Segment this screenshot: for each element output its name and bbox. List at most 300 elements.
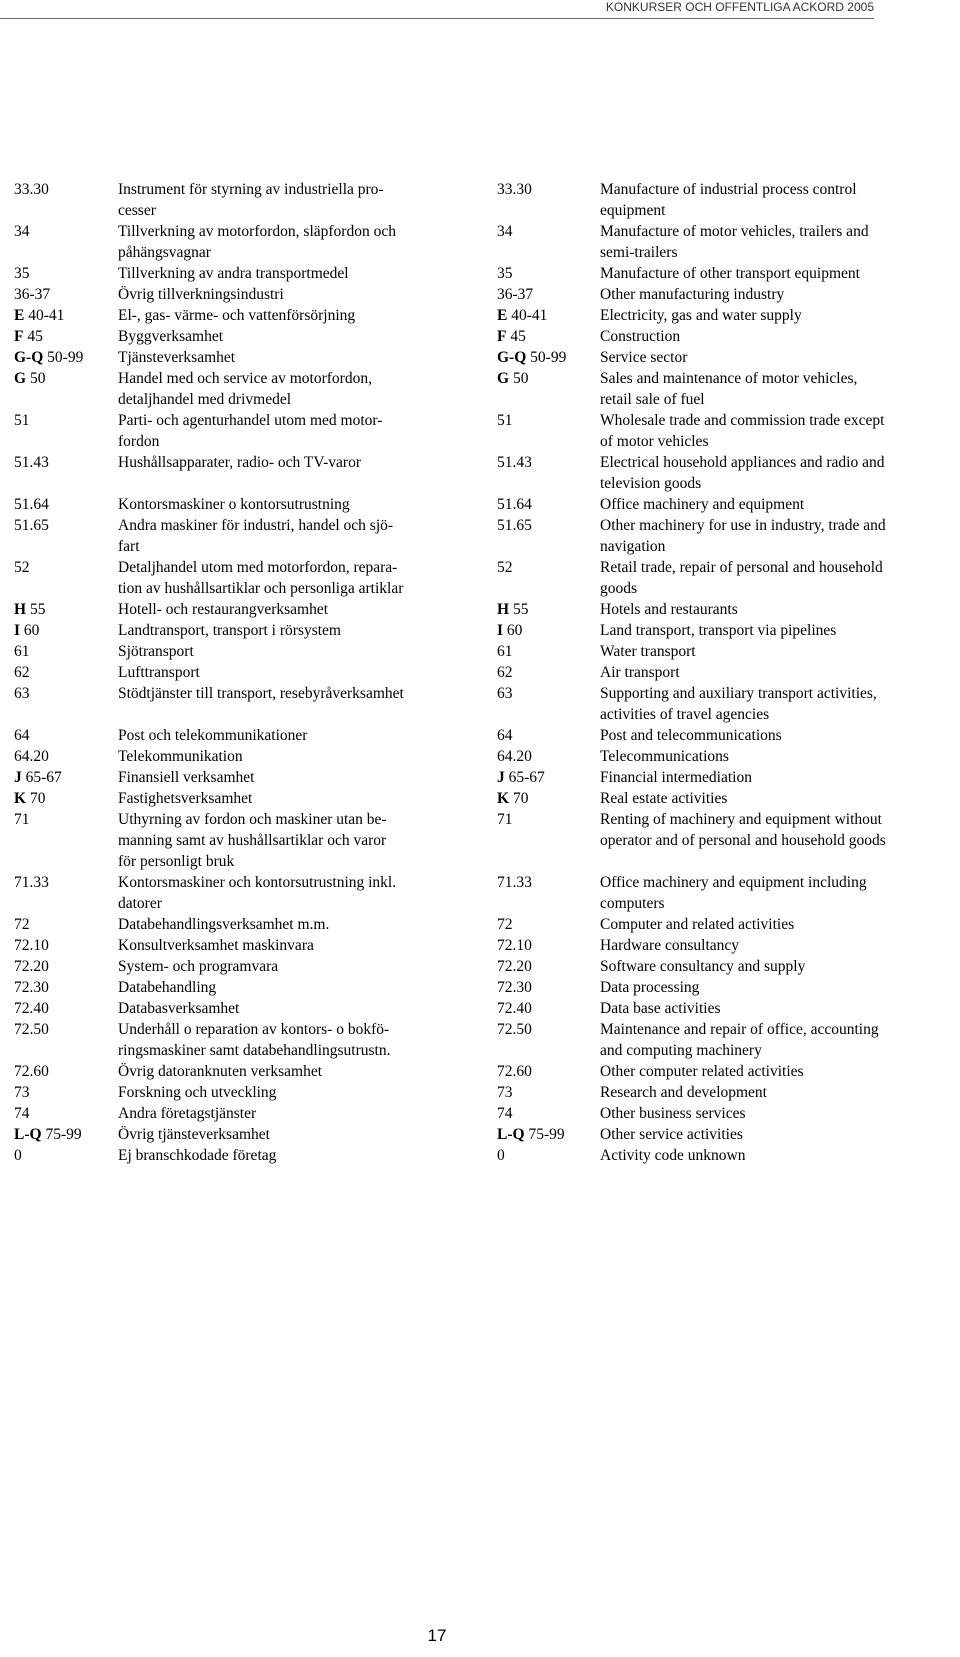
code-row xyxy=(497,788,957,809)
code-number: 35 xyxy=(497,265,513,282)
code-row xyxy=(497,704,957,725)
code-number: 51.43 xyxy=(14,454,49,471)
code-row xyxy=(14,1019,474,1040)
code-number: 64 xyxy=(497,727,513,744)
activity-description: Office machinery and equipment including xyxy=(600,874,867,891)
activity-code xyxy=(14,998,118,1019)
activity-description: Post och telekommunikationer xyxy=(118,727,308,744)
activity-code xyxy=(14,704,118,725)
activity-code xyxy=(497,410,600,431)
code-row xyxy=(497,284,957,305)
activity-code xyxy=(14,536,118,557)
code-row xyxy=(497,536,957,557)
activity-code xyxy=(14,1019,118,1040)
code-row xyxy=(497,578,957,599)
activity-description: Telekommunikation xyxy=(118,748,243,765)
activity-description: Air transport xyxy=(600,664,680,681)
code-row xyxy=(14,788,474,809)
activity-description: retail sale of fuel xyxy=(600,391,705,408)
english-activity-code-list xyxy=(497,179,957,1166)
code-row xyxy=(497,641,957,662)
activity-code xyxy=(14,641,118,662)
code-number: 34 xyxy=(14,223,30,240)
code-number: 51.65 xyxy=(497,517,532,534)
activity-code xyxy=(14,221,118,242)
code-number: 65-67 xyxy=(504,769,545,786)
section-letter: F xyxy=(14,328,24,345)
code-row xyxy=(14,1103,474,1124)
code-row xyxy=(14,851,474,872)
activity-code xyxy=(497,872,600,893)
section-letter: J xyxy=(14,769,22,786)
activity-description: Post and telecommunications xyxy=(600,727,782,744)
code-row xyxy=(14,452,474,473)
activity-description: Data base activities xyxy=(600,1000,721,1017)
section-letter: L-Q xyxy=(497,1126,525,1143)
activity-code xyxy=(497,536,600,557)
code-number: 72.30 xyxy=(14,979,49,996)
activity-code xyxy=(497,200,600,221)
activity-description: Andra företagstjänster xyxy=(118,1105,257,1122)
running-header xyxy=(0,0,874,19)
code-row xyxy=(497,263,957,284)
code-row xyxy=(497,179,957,200)
code-number: 61 xyxy=(14,643,30,660)
code-row xyxy=(497,305,957,326)
activity-code xyxy=(14,725,118,746)
code-row xyxy=(14,1082,474,1103)
activity-code xyxy=(14,914,118,935)
activity-code xyxy=(497,305,600,326)
activity-code xyxy=(14,1040,118,1061)
activity-code xyxy=(14,200,118,221)
activity-code xyxy=(14,830,118,851)
activity-description: Data processing xyxy=(600,979,700,996)
activity-code xyxy=(497,431,600,452)
activity-description: Telecommunications xyxy=(600,748,729,765)
code-row xyxy=(14,347,474,368)
code-row xyxy=(497,620,957,641)
activity-code xyxy=(497,704,600,725)
code-row xyxy=(497,326,957,347)
activity-description: fart xyxy=(118,538,140,555)
code-number: 75-99 xyxy=(41,1126,82,1143)
code-number: 64.20 xyxy=(14,748,49,765)
activity-code xyxy=(497,389,600,410)
code-number: 72.20 xyxy=(497,958,532,975)
code-row xyxy=(497,998,957,1019)
activity-description: Manufacture of industrial process control xyxy=(600,181,857,198)
activity-description: Ej branschkodade företag xyxy=(118,1147,277,1164)
activity-code xyxy=(497,1082,600,1103)
code-row xyxy=(497,515,957,536)
activity-code xyxy=(497,809,600,830)
activity-description: goods xyxy=(600,580,638,597)
code-row xyxy=(497,977,957,998)
code-row xyxy=(14,473,474,494)
activity-code xyxy=(14,473,118,494)
code-number: 50-99 xyxy=(43,349,84,366)
swedish-activity-code-list xyxy=(14,179,474,1166)
activity-code xyxy=(497,242,600,263)
activity-description: Hotell- och restaurangverksamhet xyxy=(118,601,329,618)
code-number: 0 xyxy=(14,1147,22,1164)
code-number: 73 xyxy=(497,1084,513,1101)
code-number: 72 xyxy=(14,916,30,933)
code-row xyxy=(14,641,474,662)
code-row xyxy=(497,242,957,263)
code-number: 35 xyxy=(14,265,30,282)
activity-description: Tjänsteverksamhet xyxy=(118,349,236,366)
activity-description: Renting of machinery and equipment without xyxy=(600,811,882,828)
code-number: 50 xyxy=(509,370,529,387)
activity-description: Databasverksamhet xyxy=(118,1000,240,1017)
activity-code xyxy=(14,1061,118,1082)
code-row xyxy=(14,494,474,515)
activity-description: operator and of personal and household goods xyxy=(600,832,886,849)
activity-description: Real estate activities xyxy=(600,790,728,807)
activity-description: datorer xyxy=(118,895,162,912)
activity-description: television goods xyxy=(600,475,702,492)
code-number: 71 xyxy=(14,811,30,828)
code-row xyxy=(497,1040,957,1061)
code-row xyxy=(497,935,957,956)
code-number: 72.30 xyxy=(497,979,532,996)
code-row xyxy=(14,410,474,431)
code-row xyxy=(497,767,957,788)
code-number: 70 xyxy=(509,790,529,807)
section-letter: L-Q xyxy=(14,1126,42,1143)
activity-code xyxy=(497,683,600,704)
activity-description: Stödtjänster till transport, resebyråverksamhet xyxy=(118,685,404,702)
activity-code xyxy=(497,830,600,851)
activity-description: Electrical household appliances and radio and xyxy=(600,454,885,471)
activity-description: computers xyxy=(600,895,665,912)
section-letter: G-Q xyxy=(14,349,44,366)
section-letter: E xyxy=(497,307,508,324)
activity-description: Kontorsmaskiner och kontorsutrustning inkl. xyxy=(118,874,397,891)
code-row xyxy=(14,935,474,956)
code-row xyxy=(14,746,474,767)
activity-code xyxy=(14,578,118,599)
activity-code xyxy=(14,263,118,284)
code-number: 51 xyxy=(14,412,30,429)
running-header-title: KONKURSER OCH OFFENTLIGA ACKORD 2005 xyxy=(605,0,874,14)
code-number: 73 xyxy=(14,1084,30,1101)
section-letter: E xyxy=(14,307,25,324)
code-row xyxy=(14,599,474,620)
activity-description: Software consultancy and supply xyxy=(600,958,806,975)
activity-code xyxy=(14,557,118,578)
activity-code xyxy=(497,473,600,494)
code-row xyxy=(14,221,474,242)
code-number: 72.60 xyxy=(497,1063,532,1080)
code-number: 72.10 xyxy=(14,937,49,954)
activity-code xyxy=(14,284,118,305)
code-number: 63 xyxy=(14,685,30,702)
code-number: 50-99 xyxy=(526,349,567,366)
code-row xyxy=(497,389,957,410)
section-letter: H xyxy=(14,601,27,618)
activity-code xyxy=(497,1019,600,1040)
activity-code xyxy=(497,557,600,578)
code-number: 51.64 xyxy=(14,496,49,513)
activity-code xyxy=(14,1145,118,1166)
activity-description xyxy=(600,851,957,872)
code-number: 72.60 xyxy=(14,1063,49,1080)
section-letter: G xyxy=(497,370,510,387)
activity-description: Supporting and auxiliary transport activities, xyxy=(600,685,877,702)
code-number: 62 xyxy=(497,664,513,681)
activity-code xyxy=(14,326,118,347)
section-letter: I xyxy=(497,622,504,639)
activity-code xyxy=(14,935,118,956)
activity-code xyxy=(497,977,600,998)
activity-description: Byggverksamhet xyxy=(118,328,224,345)
activity-description: Övrig datoranknuten verksamhet xyxy=(118,1063,323,1080)
activity-code xyxy=(497,851,600,872)
activity-description: Service sector xyxy=(600,349,688,366)
activity-description: Uthyrning av fordon och maskiner utan be- xyxy=(118,811,387,828)
code-row xyxy=(497,494,957,515)
section-letter: J xyxy=(497,769,505,786)
code-row xyxy=(14,179,474,200)
code-row xyxy=(14,305,474,326)
code-row xyxy=(497,410,957,431)
code-number: 55 xyxy=(26,601,46,618)
activity-description: Andra maskiner för industri, handel och sjö- xyxy=(118,517,394,534)
code-number: 40-41 xyxy=(24,307,65,324)
code-row xyxy=(497,1061,957,1082)
activity-code xyxy=(497,1040,600,1061)
activity-code xyxy=(497,599,600,620)
code-row xyxy=(14,326,474,347)
code-row xyxy=(497,599,957,620)
code-number: 71 xyxy=(497,811,513,828)
activity-code xyxy=(497,935,600,956)
code-row xyxy=(14,1040,474,1061)
activity-description: cesser xyxy=(118,202,156,219)
activity-code xyxy=(497,998,600,1019)
code-row xyxy=(497,725,957,746)
code-number: 45 xyxy=(23,328,43,345)
activity-description: Activity code unknown xyxy=(600,1147,746,1164)
activity-code xyxy=(497,179,600,200)
code-number: 51.43 xyxy=(497,454,532,471)
activity-description: Other computer related activities xyxy=(600,1063,804,1080)
activity-code xyxy=(497,284,600,305)
code-row xyxy=(14,977,474,998)
activity-code xyxy=(14,956,118,977)
code-number: 75-99 xyxy=(524,1126,565,1143)
activity-description: Forskning och utveckling xyxy=(118,1084,277,1101)
code-row xyxy=(497,200,957,221)
activity-code xyxy=(14,515,118,536)
code-number: 36-37 xyxy=(497,286,534,303)
activity-code xyxy=(497,1061,600,1082)
activity-description: Other manufacturing industry xyxy=(600,286,785,303)
code-number: 51 xyxy=(497,412,513,429)
code-row xyxy=(497,431,957,452)
code-row xyxy=(14,830,474,851)
activity-code xyxy=(497,914,600,935)
code-number: 52 xyxy=(497,559,513,576)
activity-code xyxy=(497,767,600,788)
activity-description: Wholesale trade and commission trade except xyxy=(600,412,885,429)
code-number: 60 xyxy=(503,622,523,639)
code-row xyxy=(497,809,957,830)
code-row xyxy=(14,284,474,305)
code-number: 71.33 xyxy=(14,874,49,891)
activity-description: Instrument för styrning av industriella pro- xyxy=(118,181,384,198)
activity-description: Konsultverksamhet maskinvara xyxy=(118,937,314,954)
code-row xyxy=(497,1103,957,1124)
activity-description: Office machinery and equipment xyxy=(600,496,805,513)
code-row xyxy=(497,557,957,578)
activity-description: activities of travel agencies xyxy=(600,706,770,723)
code-number: 50 xyxy=(26,370,46,387)
activity-code xyxy=(497,620,600,641)
code-number: 62 xyxy=(14,664,30,681)
activity-description: för personligt bruk xyxy=(118,853,235,870)
code-number: 74 xyxy=(497,1105,513,1122)
code-row xyxy=(497,221,957,242)
activity-description: Parti- och agenturhandel utom med motor- xyxy=(118,412,383,429)
code-number: 74 xyxy=(14,1105,30,1122)
activity-code xyxy=(497,893,600,914)
code-row xyxy=(497,1082,957,1103)
code-number: 72.50 xyxy=(497,1021,532,1038)
activity-code xyxy=(497,1124,600,1145)
activity-code xyxy=(497,326,600,347)
activity-code xyxy=(497,788,600,809)
code-number: 34 xyxy=(497,223,513,240)
code-row xyxy=(14,389,474,410)
activity-description: and computing machinery xyxy=(600,1042,762,1059)
code-row xyxy=(497,872,957,893)
activity-description: Tillverkning av andra transportmedel xyxy=(118,265,349,282)
code-row xyxy=(14,725,474,746)
code-row xyxy=(14,1061,474,1082)
activity-code xyxy=(497,956,600,977)
activity-description: Övrig tillverkningsindustri xyxy=(118,286,284,303)
code-number: 61 xyxy=(497,643,513,660)
activity-description: Finansiell verksamhet xyxy=(118,769,255,786)
code-row xyxy=(14,998,474,1019)
code-row xyxy=(14,683,474,704)
activity-description: fordon xyxy=(118,433,160,450)
activity-description: Research and development xyxy=(600,1084,767,1101)
code-row xyxy=(14,578,474,599)
activity-description: Underhåll o reparation av kontors- o bokfö- xyxy=(118,1021,390,1038)
section-letter: G xyxy=(14,370,27,387)
code-row xyxy=(14,431,474,452)
activity-description: tion av hushållsartiklar och personliga artiklar xyxy=(118,580,404,597)
code-row xyxy=(497,683,957,704)
activity-description: Tillverkning av motorfordon, släpfordon och xyxy=(118,223,396,240)
activity-code xyxy=(14,179,118,200)
activity-code xyxy=(497,725,600,746)
activity-description: equipment xyxy=(600,202,666,219)
code-number: 55 xyxy=(509,601,529,618)
code-number: 36-37 xyxy=(14,286,51,303)
activity-code xyxy=(497,578,600,599)
code-number: 64 xyxy=(14,727,30,744)
activity-code xyxy=(497,1145,600,1166)
code-number: 71.33 xyxy=(497,874,532,891)
activity-code xyxy=(14,1124,118,1145)
activity-code xyxy=(14,389,118,410)
code-row xyxy=(497,1145,957,1166)
code-number: 72.20 xyxy=(14,958,49,975)
code-number: 72.10 xyxy=(497,937,532,954)
activity-description: påhängsvagnar xyxy=(118,244,211,261)
activity-code xyxy=(14,809,118,830)
code-row xyxy=(497,746,957,767)
activity-description: Manufacture of other transport equipment xyxy=(600,265,860,282)
activity-code xyxy=(497,746,600,767)
activity-description: Lufttransport xyxy=(118,664,200,681)
section-letter: F xyxy=(497,328,507,345)
activity-code xyxy=(497,452,600,473)
code-row xyxy=(497,1124,957,1145)
code-number: 70 xyxy=(26,790,46,807)
activity-code xyxy=(14,746,118,767)
code-row xyxy=(497,452,957,473)
code-number: 51.65 xyxy=(14,517,49,534)
code-row xyxy=(14,914,474,935)
activity-code xyxy=(14,662,118,683)
activity-description: Sales and maintenance of motor vehicles, xyxy=(600,370,858,387)
activity-code xyxy=(14,872,118,893)
code-row xyxy=(14,200,474,221)
activity-code xyxy=(497,221,600,242)
activity-description: Landtransport, transport i rörsystem xyxy=(118,622,341,639)
activity-code xyxy=(497,347,600,368)
page-number: 17 xyxy=(427,1626,447,1645)
code-row xyxy=(14,809,474,830)
activity-code xyxy=(14,305,118,326)
activity-description: Sjötransport xyxy=(118,643,194,660)
activity-description: Kontorsmaskiner o kontorsutrustning xyxy=(118,496,350,513)
code-row xyxy=(14,620,474,641)
code-number: 65-67 xyxy=(21,769,62,786)
activity-description xyxy=(118,704,474,725)
activity-code xyxy=(14,977,118,998)
activity-description: Other machinery for use in industry, trade and xyxy=(600,517,886,534)
activity-code xyxy=(497,641,600,662)
activity-description: Hotels and restaurants xyxy=(600,601,738,618)
section-letter: K xyxy=(14,790,27,807)
code-number: 51.64 xyxy=(497,496,532,513)
activity-description: System- och programvara xyxy=(118,958,279,975)
code-row xyxy=(497,1019,957,1040)
code-number: 33.30 xyxy=(497,181,532,198)
code-row xyxy=(497,956,957,977)
activity-description: Övrig tjänsteverksamhet xyxy=(118,1126,270,1143)
code-row xyxy=(14,1145,474,1166)
code-number: 72.50 xyxy=(14,1021,49,1038)
code-row xyxy=(14,704,474,725)
code-row xyxy=(14,263,474,284)
activity-description xyxy=(118,473,474,494)
activity-description: Hushållsapparater, radio- och TV-varor xyxy=(118,454,361,471)
activity-description: Hardware consultancy xyxy=(600,937,740,954)
activity-description: of motor vehicles xyxy=(600,433,709,450)
code-row xyxy=(14,536,474,557)
activity-code xyxy=(14,893,118,914)
activity-code xyxy=(14,410,118,431)
